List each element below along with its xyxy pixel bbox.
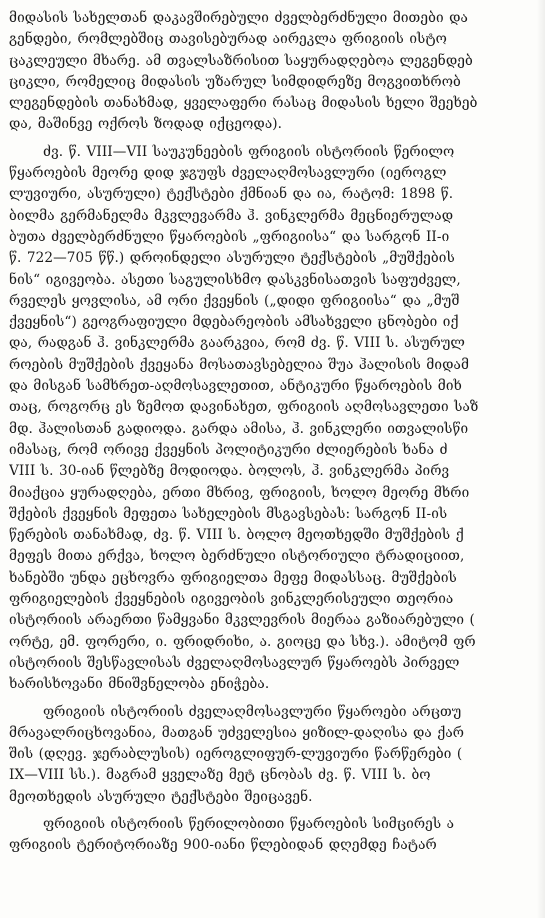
paragraph [9,8,545,136]
text-line: ბუთა ძველბერძნული წყაროების „ფრიგიისა“ და სარგონ II-ი [9,228,450,245]
text-line: ნის“ იგივეობა. ასეთი საგულისხმო დასკვნისათვის საფუძველ, [9,271,461,288]
text-line: ფრიგიის ისტორიის ძველაღმოსავლური წყაროები არცთუ [43,703,462,720]
text-line: ორტე, ემ. ფორერი, ი. ფრიდრიხი, ა. გიოცე და სხვ.). ამიტომ ფრ [9,633,476,650]
text-line: ხანებში უნდა ეცხოვრა ფრიგიელთა მეფე მიდასსაც. მუშქების [9,569,457,586]
paragraph [9,696,545,808]
paragraph [9,808,545,857]
text-line: ხარისხოვანი მნიშვნელობა ენიჭება. [9,676,270,693]
text-line: მდ. ჰალისთან გადიოდა. გარდა ამისა, ჰ. ვინკლერი ითვალისწი [9,420,469,437]
text-line: რველეს ყოვლისა, ამ ორი ქვეყნის („დიდი ფრიგიისა“ და „მუშ [9,292,460,309]
text-line: როების მუშქების ქვეყანა მოსათავსებელია შუა ჰალისის მიდამ [9,356,470,373]
text-line: ცაკლეული მხარე. ამ თვალსაზრისით საყურადღებოა ლეგენდებ [9,52,473,69]
text-line: გენდები, რომლებშიც თავისებურად აირეკლა ფრიგიის ისტო [9,31,447,48]
text-line: IX—VIII სს.). მაგრამ ყველაზე მეტ ცნობას ძვ. წ. VIII ს. ბო [9,767,431,784]
text-line: წყაროების მეორე დიდ ჯგუფს ძველაღმოსავლური (იეროგლ [9,165,447,182]
text-line: ფრიგიელების ქვეყნების იგივეობის ვინკლერისეული თეორია [9,591,454,608]
body-text [9,8,545,857]
text-line: ლეგენდების თანახმად, ყველაფერი რასაც მიდასის ხელი შეეხებ [9,95,478,112]
text-line: შის (დღევ. ჯერაბლუსის) იეროგლიფურ-ლუვიური წარწერები ( [9,746,463,763]
text-line: ციკლი, რომელიც მიდასის უზარულ სიმდიდრეზე მოგვითხრობ [9,73,461,90]
text-line: მეოთხედის ასურული ტექსტები შეიცავენ. [9,788,313,805]
text-line: თაც, როგორც ეს ზემოთ დავინახეთ, ფრიგიის აღმოსავლეთი საზ [9,399,479,416]
text-line: ფრიგიის ტერიტორიაზე 900-იანი წლებიდან დღემდე ჩატარ [9,837,437,854]
text-line: და, მაშინვე ოქროს ზოდად იქცეოდა). [9,116,283,133]
text-line: და მისგან სამხრეთ-აღმოსავლეთით, ანტიკური წყაროების მიხ [9,378,462,395]
text-line: მრავალრიცხოვანია, მათგან უძველესია ყიზილ-დაღისა და ქარ [9,724,465,741]
text-line: წერების თანახმად, ძვ. წ. VIII ს. ბოლო მეოთხედში მუშქების ქ [9,527,464,544]
text-line: ბილმა გერმანელმა მკვლევარმა ჰ. ვინკლერმა მეცნიერულად [9,207,454,224]
paragraph [9,136,545,696]
text-line: წ. 722—705 წწ.) დროინდელი ასურული ტექსტების „მუშქების [9,250,455,267]
text-line: VIII ს. 30-იან წლებზე მოდიოდა. ბოლოს, ჰ. ვინკლერმა პირვ [9,463,450,480]
text-line: მიაქცია ყურადღება, ერთი მხრივ, ფრიგიის, ხოლო მეორე მხრი [9,484,470,501]
text-line: ისტორიის არაერთი წამყვანი მკვლევრის მიერაა გაზიარებული ( [9,612,475,629]
text-line: და, რადგან ჰ. ვინკლერმა გაარკვია, რომ ძვ. წ. VIII ს. ასურულ [9,335,466,352]
text-line: მიდასის სახელთან დაკავშირებული ძველბერძნული მითები და [9,10,468,26]
text-line: იმასაც, რომ ორივე ქვეყნის პოლიტიკური ძლიერების ხანა ძ [9,441,448,458]
page-edge-shadow [537,0,545,918]
text-line: შქების ქვეყნის მეფეთა სახელების მსგავსებას: სარგონ II-ის [9,505,448,522]
text-line: მეფეს მითა ერქვა, ხოლო ბერძნული ისტორიული ტრადიციით, [9,548,465,565]
text-line: ლუვიური, ასურული) ტექსტები ქმნიან და ია, რატომ: 1898 წ. [9,186,454,203]
text-line: ქვეყნის“) გეოგრაფიული მდებარეობის ამსახველი ცნობები იქ [9,314,459,331]
text-line: ძვ. წ. VIII—VII საუკუნეების ფრიგიის ისტორიის წერილო [43,143,455,160]
text-line: ფრიგიის ისტორიის წერილობითი წყაროების სიმცირეს ა [43,815,455,832]
text-line: ისტორიის შესწავლისას ძველაღმოსავლურ წყაროებს პირველ [9,654,460,671]
